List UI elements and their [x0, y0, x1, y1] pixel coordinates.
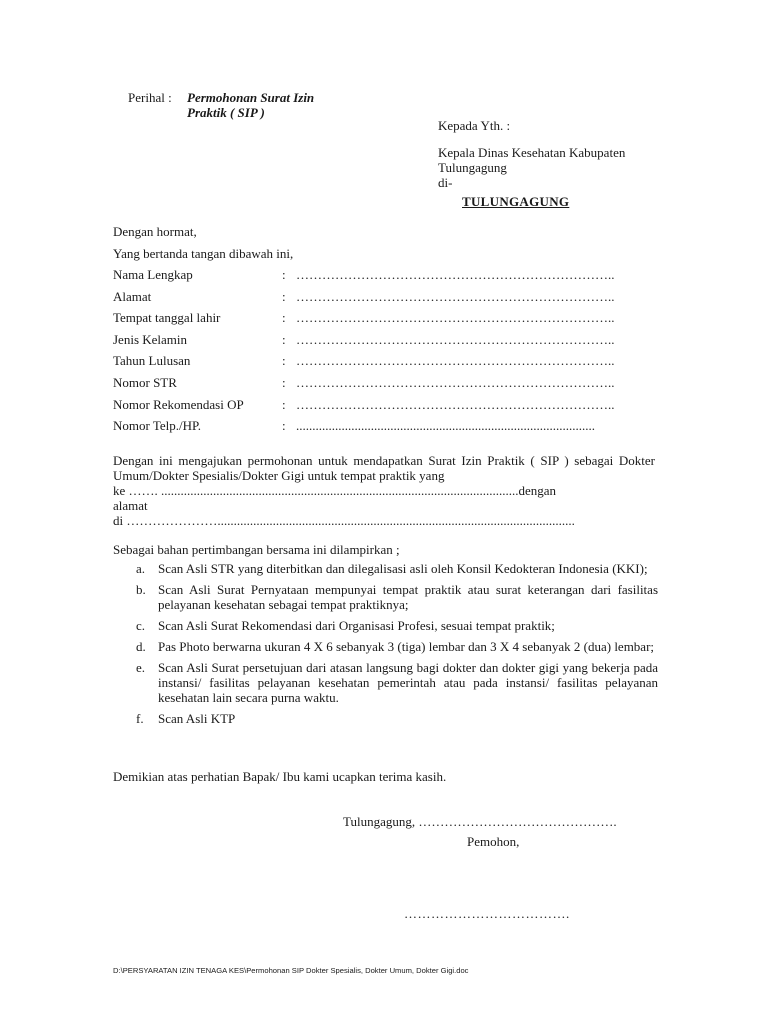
field-label: Nomor STR	[113, 374, 177, 390]
list-item	[113, 711, 658, 726]
list-marker: c.	[136, 618, 146, 633]
field-row	[113, 397, 615, 419]
list-text: Scan Asli Surat Rekomendasi dari Organisasi Profesi, sesuai tempat praktik;	[158, 618, 555, 633]
recipient-line-3: di-	[438, 175, 453, 190]
attachments-list	[113, 561, 658, 732]
field-blank[interactable]: ………………………………………………………………..	[296, 353, 615, 369]
field-row	[113, 289, 615, 311]
list-item	[113, 660, 658, 705]
closing-text: Demikian atas perhatian Bapak/ Ibu kami ucapkan terima kasih.	[113, 769, 447, 784]
field-label: Nomor Rekomendasi OP	[113, 396, 244, 412]
recipient-block	[438, 118, 625, 209]
list-text: Pas Photo berwarna ukuran 4 X 6 sebanyak 3 (tiga) lembar dan 3 X 4 sebanyak 2 (dua) lembar;	[158, 639, 655, 654]
field-blank[interactable]: ............................................................................................	[296, 418, 595, 434]
list-marker: d.	[136, 639, 146, 654]
subject-line-2: Praktik ( SIP )	[187, 105, 265, 120]
field-label: Tempat tanggal lahir	[113, 310, 221, 326]
field-colon: :	[282, 267, 286, 282]
intro-text: Yang bertanda tangan dibawah ini,	[113, 246, 294, 261]
recipient-city: TULUNGAGUNG	[462, 194, 570, 209]
field-label: Alamat	[113, 288, 152, 304]
list-text: Scan Asli Surat Pernyataan mempunyai tempat praktik atau surat keterangan dari fasilitas pelayanan kesehatan sebagai tempat praktiknya;	[158, 582, 658, 612]
subject-label: Perihal :	[128, 90, 172, 105]
field-colon: :	[282, 353, 286, 369]
field-row	[113, 353, 615, 375]
recipient-line-1: Kepala Dinas Kesehatan Kabupaten	[438, 145, 626, 160]
field-label: Nama Lengkap	[113, 267, 193, 282]
subject-value	[187, 90, 314, 120]
application-line-1: Dengan ini mengajukan permohonan untuk mendapatkan Surat Izin Praktik ( SIP ) sebagai Dokter Umum/Dokter Spesialis/Dokter Gigi untuk tempat praktik yang	[113, 453, 655, 483]
list-item	[113, 618, 658, 633]
list-text: Scan Asli KTP	[158, 711, 236, 726]
list-text: Scan Asli Surat persetujuan dari atasan langsung bagi dokter dan dokter gigi yang bekerja pada instansi/ fasilitas pelayanan kesehatan pemerintah atau pada instansi/ fasilitas pelayanan kesehatan lain secara purna waktu.	[158, 660, 658, 705]
field-row	[113, 310, 615, 332]
field-row	[113, 418, 615, 440]
field-row	[113, 267, 615, 289]
field-blank[interactable]: ………………………………………………………………..	[296, 396, 615, 412]
field-row	[113, 332, 615, 354]
field-colon: :	[282, 374, 286, 390]
applicant-label: Pemohon,	[467, 834, 520, 849]
list-item	[113, 639, 658, 654]
field-colon: :	[282, 396, 286, 412]
field-blank[interactable]: ………………………………………………………………..	[296, 374, 615, 390]
application-line-3: alamat	[113, 498, 148, 513]
field-blank[interactable]: ………………………………………………………………..	[296, 267, 615, 282]
field-colon: :	[282, 331, 286, 347]
recipient-line-2: Tulungagung	[438, 160, 507, 175]
field-blank[interactable]: ………………………………………………………………..	[296, 331, 615, 347]
attachments-intro: Sebagai bahan pertimbangan bersama ini dilampirkan ;	[113, 542, 400, 557]
list-marker: b.	[136, 582, 146, 597]
greeting: Dengan hormat,	[113, 224, 197, 239]
list-marker: a.	[136, 561, 146, 576]
field-colon: :	[282, 418, 286, 434]
list-item	[113, 582, 658, 612]
applicant-fields	[113, 267, 615, 440]
field-colon: :	[282, 310, 286, 326]
application-line-4: di …………………..............................................................................................................	[113, 513, 575, 528]
field-label: Nomor Telp./HP.	[113, 418, 202, 434]
field-label: Tahun Lulusan	[113, 353, 191, 369]
field-label: Jenis Kelamin	[113, 331, 188, 347]
list-item	[113, 561, 658, 576]
list-text: Scan Asli STR yang diterbitkan dan dilegalisasi asli oleh Konsil Kedokteran Indonesia (KKI);	[158, 561, 648, 576]
field-blank[interactable]: ………………………………………………………………..	[296, 310, 615, 326]
place-date[interactable]: Tulungagung, ……………………………………….	[343, 814, 617, 829]
field-row	[113, 375, 615, 397]
list-marker: f.	[136, 711, 144, 726]
subject-line-1: Permohonan Surat Izin	[187, 90, 315, 105]
field-colon: :	[282, 288, 286, 304]
field-blank[interactable]: ………………………………………………………………..	[296, 288, 615, 304]
signature-line[interactable]: ……………………………….	[404, 906, 570, 921]
application-line-2: ke ……. ..............................................................................................................dengan	[113, 483, 557, 498]
list-marker: e.	[136, 660, 146, 675]
file-path-footer: D:\PERSYARATAN IZIN TENAGA KES\Permohonan SIP Dokter Spesialis, Dokter Umum, Dokter Gigi.doc	[113, 966, 469, 975]
recipient-salutation: Kepada Yth. :	[438, 118, 511, 133]
application-paragraph	[113, 453, 655, 528]
